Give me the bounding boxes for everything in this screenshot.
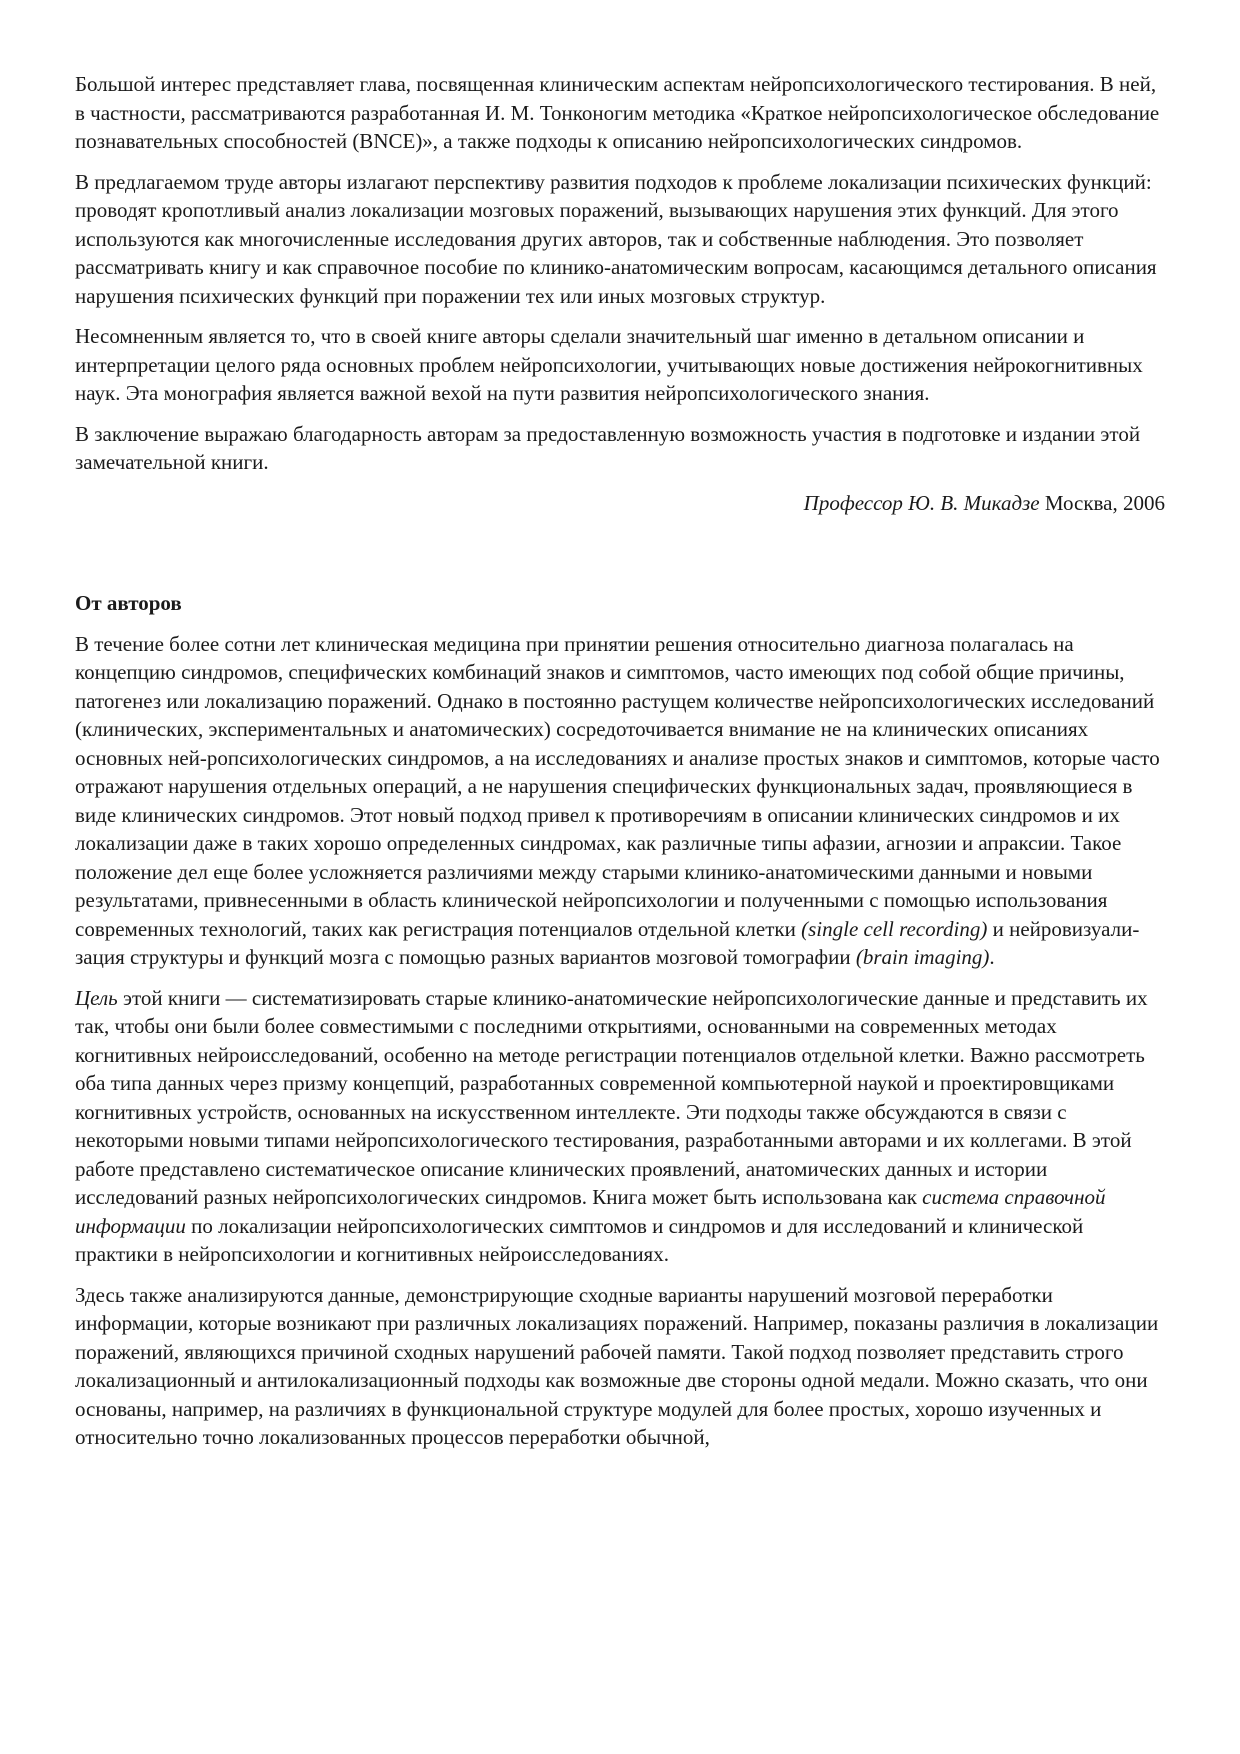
intro-paragraph-1: Большой интерес представляет глава, посвященная клиническим аспектам нейропсихологического тестирования. В ней, в частности, рассматриваются разработанная И. М. Тонконогим методика «Краткое нейропсихологическое обследование познавательных способностей (BNCE)», а также подходы к описанию нейропсихологических синдромов.: [75, 72, 1160, 153]
authors-p1-text-b: и нейровизуали-зация структуры и функций мозга с помощью разных вариантов мозговой томографии: [75, 916, 1140, 969]
section-heading: От авторов: [75, 591, 182, 615]
intro-paragraph-3: Несомненным является то, что в своей книге авторы сделали значительный шаг именно в детальном описании и интерпретации целого ряда основных проблем нейропсихологии, учитывающих новые достижения нейрокогнитивных наук. Эта монография является важной вехой на пути развития нейропсихологического знания.: [75, 324, 1143, 405]
authors-p1-text-c: .: [989, 945, 995, 969]
signature-place-year: Москва, 2006: [1039, 490, 1165, 515]
authors-p1-text-a: В течение более сотни лет клиническая медицина при принятии решения относительно диагноза полагалась на концепцию синдромов, специфических комбинаций знаков и симптомов, часто имеющих под собой общие причины, патогенез или локализацию поражений. Однако в постоянно растущем количестве нейропсихологических исследований (клинических, экспериментальных и анатомических) сосредоточивается внимание не на клинических описаниях основных ней-ропсихологических синдромов, а на исследованиях и анализе простых знаков и симптомов, которые часто отражают нарушения отдельных операций, а не нарушения специфических функциональных задач, проявляющиеся в виде клинических синдромов. Этот новый подход привел к противоречиям в описании клинических синдромов и их локализации даже в таких хорошо определенных синдромах, как различные типы афазии, агнозии и апраксии. Такое положение дел еще более усложняется различиями между старыми клинико-анатомическими данными и новыми результатами, привнесенными в область клинической нейропсихологии и полученными с помощью использования современных технологий, таких как регистрация потенциалов отдельной клетки: [75, 631, 1160, 941]
intro-paragraph-4: В заключение выражаю благодарность авторам за предоставленную возможность участия в подготовке и издании этой замечательной книги.: [75, 421, 1141, 474]
intro-paragraph-2: В предлагаемом труде авторы излагают перспективу развития подходов к проблеме локализации психических функций: проводят кропотливый анализ локализации мозговых поражений, вызывающих нарушения этих функций. Для этого используются как многочисленные исследования других авторов, так и собственные наблюдения. Это позволяет рассматривать книгу и как справочное пособие по клинико-анатомическим вопросам, касающимся детального описания нарушения психических функций при поражении тех или иных мозговых структур.: [75, 169, 1157, 308]
signature-name: Профессор Ю. В. Микадзе: [803, 490, 1040, 515]
authors-p2-text-b: по локализации нейропсихологических симптомов и синдромов и для исследований и клинической практики в нейропсихологии и когнитивных нейроисследованиях.: [75, 1213, 1084, 1266]
authors-paragraph-1: [75, 630, 1165, 972]
document-page: [75, 70, 1165, 1464]
authors-paragraph-3: Здесь также анализируются данные, демонстрирующие сходные варианты нарушений мозговой переработки информации, которые возникают при различных локализациях поражений. Например, показаны различия в локализации поражений, являющихся причиной сходных нарушений рабочей памяти. Такой подход позволяет представить строго локализационный и антилокализационный подходы как возможные две стороны одной медали. Можно сказать, что они основаны, например, на различиях в функциональной структуре модулей для более простых, хорошо изученных и относительно точно локализованных процессов переработки обычной,: [75, 1282, 1159, 1449]
authors-p1-italic-b: (brain imaging): [855, 945, 990, 969]
authors-p1-italic-a: (single cell recording): [801, 916, 988, 941]
authors-p2-italic-start: Цель: [75, 985, 118, 1010]
authors-paragraph-2: [75, 984, 1165, 1269]
signature: [75, 489, 1165, 518]
authors-p2-italic-mid: система справочной информации: [75, 1185, 1106, 1238]
authors-p2-text-a: этой книги — систематизировать старые клинико-анатомические нейропсихологические данные и представить их так, чтобы они были более совместимыми с последними открытиями, основанными на современных методах когнитивных нейроисследований, особенно на методе регистрации потенциалов отдельной клетки. Важно рассмотреть оба типа данных через призму концепций, разработанных современной компьютерной наукой и проектировщиками когнитивных устройств, основанных на искусственном интеллекте. Эти подходы также обсуждаются в связи с некоторыми новыми типами нейропсихологического тестирования, разработанными авторами и их коллегами. В этой работе представлено систематическое описание клинических проявлений, анатомических данных и истории исследований разных нейропсихологических синдромов. Книга может быть использована как: [75, 985, 1148, 1209]
